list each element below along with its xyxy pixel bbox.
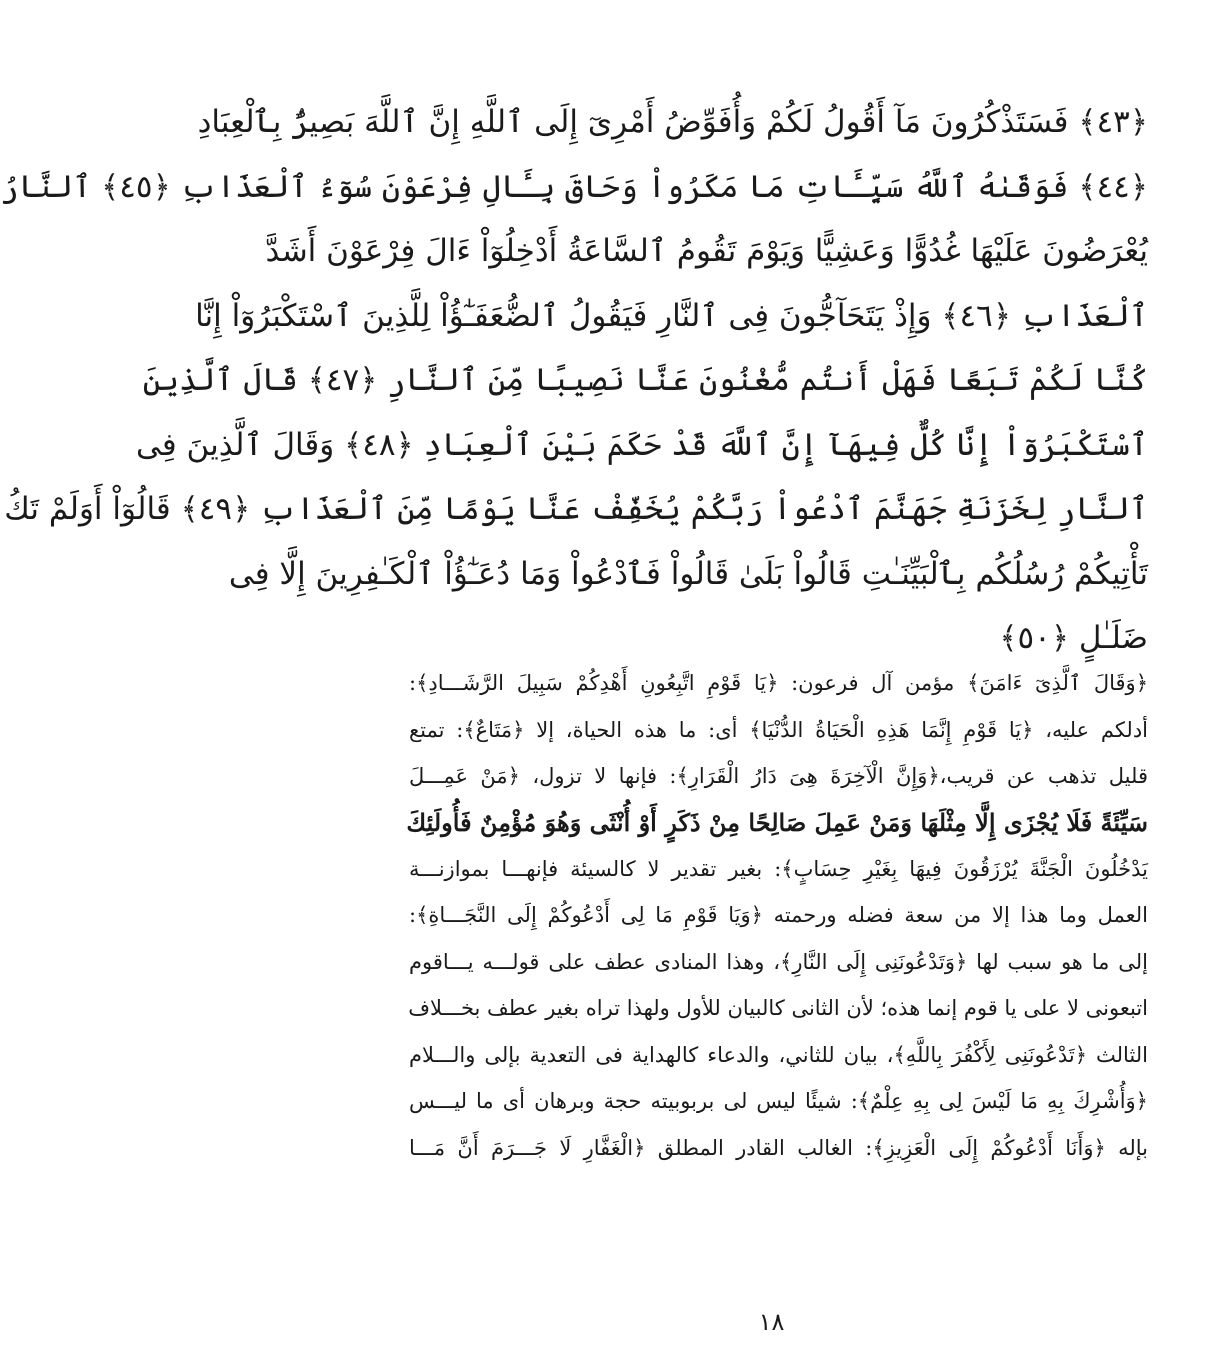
quran-line: ﴿٤٣﴾ فَسَتَذْكُرُونَ مَآ أَقُولُ لَكُمْ وَأُفَوِّضُ أَمْرِىٓ إِلَى ٱللَّهِ إِنَّ ٱللَّهَ بَصِيرٌۢ بِٱلْعِبَادِ <box>197 104 1148 140</box>
quran-line: يُعْرَضُونَ عَلَيْهَا غُدُوًّا وَعَشِيًّا وَيَوْمَ تَقُومُ ٱلسَّاعَةُ أَدْخِلُوٓاْ ءَالَ فِرْعَوْنَ أَشَدَّ <box>265 233 1148 269</box>
commentary-line: قليل تذهب عن قريب،﴿وَإِنَّ الْآخِرَةَ هِىَ دَارُ الْقَرَارِ﴾: فإنها لا تزول، ﴿مَنْ عَمِـــلَ <box>409 764 1148 788</box>
commentary-line: سَيِّئَةً فَلَا يُجْزَى إِلَّا مِثْلَهَا وَمَنْ عَمِلَ صَالِحًا مِنْ ذَكَرٍ أَوْ أُنْثَى وَهُوَ مُؤْمِنٌ فَأُولَئِكَ <box>406 807 1148 837</box>
page-number: ١٨ <box>758 1308 785 1336</box>
quran-line: ﴿٤٤﴾ فَوَقَىٰهُ ٱللَّهُ سَيِّـَٔاتِ مَا مَكَرُواْ وَحَاقَ بِـَٔالِ فِرْعَوْنَ سُوٓءُ ٱلْعَذَابِ ﴿٤٥﴾ ٱلنَّارُ <box>0 168 1148 205</box>
commentary-line: اتبعونى لا على يا قوم إنما هذه؛ لأن الثانى كالبيان للأول ولهذا تراه بغير عطف بخـــلاف <box>408 996 1148 1020</box>
commentary-line: إلى ما هو سبب لها ﴿وَتَدْعُونَنِى إِلَى النَّارِ﴾، وهذا المنادى عطف على قولـــه يـــاقوم <box>409 949 1148 974</box>
quran-line: ٱسْتَكْبَرُوٓاْ إِنَّا كُلٌّ فِيهَآ إِنَّ ٱللَّهَ قَدْ حَكَمَ بَيْنَ ٱلْعِبَادِ ﴿٤٨﴾ وَقَالَ ٱلَّذِينَ فِى <box>135 426 1148 463</box>
commentary-line: الثالث ﴿تَدْعُونَنِى لِأَكْفُرَ بِاللَّهِ﴾، بيان للثاني، والدعاء كالهداية فى التعدية بإلى والـــلام <box>409 1042 1148 1067</box>
commentary-line: ﴿وَقَالَ ٱلَّذِىٓ ءَامَنَ﴾ مؤمن آل فرعون: ﴿يَا قَوْمِ اتَّبِعُونِ أَهْدِكُمْ سَبِيلَ الرَّشَـــادِ﴾: <box>409 671 1148 695</box>
quran-line: ضَلَـٰلٍ ﴿٥٠﴾ <box>999 620 1148 656</box>
quran-line: ٱلنَّارِ لِخَزَنَةِ جَهَنَّمَ ٱدْعُواْ رَبَّكُمْ يُخَفِّفْ عَنَّا يَوْمًا مِّنَ ٱلْعَذَابِ ﴿٤٩﴾ قَالُوٓاْ أَوَلَمْ تَكُ <box>4 491 1148 527</box>
quran-line: تَأْتِيكُمْ رُسُلُكُم بِٱلْبَيِّنَـٰتِ قَالُواْ بَلَىٰ قَالُواْ فَٱدْعُواْ وَمَا دُعَـٰٓؤُاْ ٱلْكَـٰفِرِينَ إِلَّا فِى <box>228 555 1148 592</box>
tafsir-commentary-block <box>406 660 1148 1171</box>
quran-line: كُنَّا لَكُمْ تَبَعًا فَهَلْ أَنتُم مُّغْنُونَ عَنَّا نَصِيبًا مِّنَ ٱلنَّارِ ﴿٤٧﴾ قَالَ ٱلَّذِينَ <box>142 362 1148 398</box>
commentary-line: العمل وما هذا إلا من سعة فضله ورحمته ﴿وَيَا قَوْمِ مَا لِى أَدْعُوكُمْ إِلَى النَّجَـــاةِ﴾: <box>409 903 1148 927</box>
commentary-line: أدلكم عليه، ﴿يَا قَوْمِ إِنَّمَا هَذِهِ الْحَيَاةُ الدُّنْيَا﴾ أى: ما هذه الحياة، إلا ﴿مَتَاعٌ﴾: تمتع <box>409 717 1148 742</box>
commentary-line: ﴿وَأُشْرِكَ بِهِ مَا لَيْسَ لِى بِهِ عِلْمٌ﴾: شيئًا ليس لى بربوبيته حجة وبرهان أى ما ليـــس <box>409 1089 1148 1113</box>
commentary-line: يَدْخُلُونَ الْجَنَّةَ يُرْزَقُونَ فِيهَا بِغَيْرِ حِسَابٍ﴾: بغير تقدير لا كالسيئة فإنهـــا بموازنـــة <box>409 856 1148 881</box>
quran-line: ٱلْعَذَابِ ﴿٤٦﴾ وَإِذْ يَتَحَآجُّونَ فِى ٱلنَّارِ فَيَقُولُ ٱلضُّعَفَـٰٓؤُاْ لِلَّذِينَ ٱسْتَكْبَرُوٓاْ إِنَّا <box>195 297 1148 334</box>
commentary-line: بإله ﴿وَأَنَا أَدْعُوكُمْ إِلَى الْعَزِيزِ﴾: الغالب القادر المطلق ﴿الْغَفَّارِ لَا جَـــرَمَ أَنَّ مَـــا <box>409 1135 1148 1160</box>
quran-verses-block <box>0 90 1148 671</box>
